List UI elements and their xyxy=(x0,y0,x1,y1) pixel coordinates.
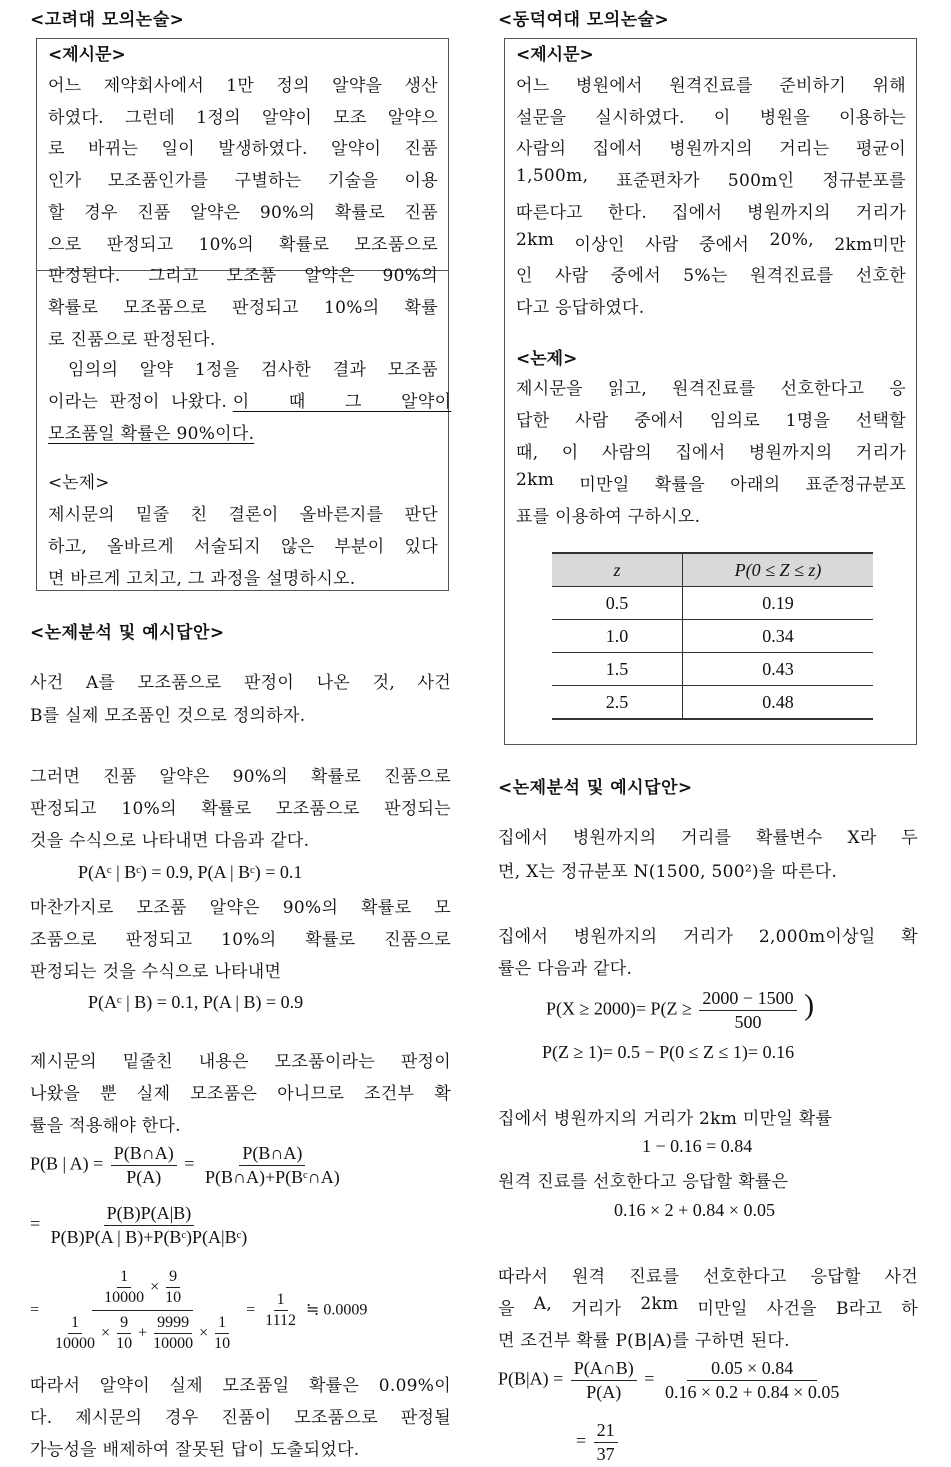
text-line: 답한 사람 중에서 임의로 1명을 선택할 xyxy=(516,411,906,431)
korea-eq-bayes-1: P(B | A) = $\frac{P(B\cap A)}{P(A)}$ = $\frac{P(B\cap A)}{\text{P(B∩A)+P(Bᶜ∩A)}}$ xyxy=(30,1143,340,1187)
text-line: 하였다. 그런데 1정의 알약이 모조 알약으 xyxy=(48,107,438,128)
text-line: 인 사람 중에서 5%는 원격진료를 선호한 xyxy=(516,266,906,287)
text-line: 면 조건부 확률 P(B|A)를 구하면 된다. xyxy=(498,1331,790,1351)
dongduk-p4-line: 원격 진료를 선호한다고 응답할 확률은 xyxy=(498,1172,789,1192)
text-line: 사람의 집에서 병원까지의 거리는 평균이 xyxy=(516,139,906,160)
dongduk-eq-tail-prob: P(Z ≥ 1)= 0.5 − P(0 ≤ Z ≤ 1)= 0.16 xyxy=(542,1042,795,1062)
text-line: 제시문의 밑줄친 내용은 모조품이라는 판정이 xyxy=(30,1052,451,1072)
table-row: 0.5 0.19 xyxy=(552,587,873,620)
dongduk-eq-conditional: P(B|A) = $\frac{P(A\cap B)}{P(A)}$ = $\frac{0.05 \times 0.84}{0.16 \times 0.2 + 0.84 \times 0.05}$ xyxy=(498,1358,840,1402)
text-line: 다고 응답하였다. xyxy=(516,297,645,318)
text-line: 마찬가지로 모조품 알약은 90%의 확률로 모 xyxy=(30,898,451,918)
text-line: 인가 모조품인가를 구별하는 기술을 이용 xyxy=(48,171,438,192)
dongduk-univ-title: <동덕여대 모의논술> xyxy=(498,10,670,30)
dongduk-analysis-title: <논제분석 및 예시답안> xyxy=(498,778,693,798)
korea-univ-title: <고려대 모의논술> xyxy=(30,10,185,30)
text-line: 을 A, 거리가 2km 미만일 사건을 B라고 하 xyxy=(498,1294,918,1319)
text-line: 조품으로 판정되고 10%의 확률로 진품으로 xyxy=(30,930,451,950)
text-line: 으로 판정되고 10%의 확률로 모조품으로 xyxy=(48,234,438,255)
standard-normal-table xyxy=(552,552,873,720)
text-line: 때, 이 사람의 집에서 병원까지의 거리가 xyxy=(516,443,906,463)
text-line: 것을 수식으로 나타내면 다음과 같다. xyxy=(30,831,310,851)
korea-underlined-claim-part2: 모조품일 확률은 90%이다. xyxy=(48,424,255,444)
korea-eq-bayes-3: = $\frac{1}{10000}$ × $\frac{9}{10}$ $\frac{1}{10000}$ × $\frac{9}{10}$ + $\frac{9999}{10000}$ × $\frac{1}{10}$ = $\frac{1}{1112}$ ≒ 0.0009 xyxy=(30,1268,368,1353)
dongduk-eq-complement: 1 − 0.16 = 0.84 xyxy=(642,1136,753,1156)
dongduk-nonje-heading: <논제> xyxy=(516,349,578,369)
dongduk-p3-line: 집에서 병원까지의 거리가 2km 미만일 확률 xyxy=(498,1109,833,1129)
text-line: 로 바뀌는 일이 발생하였다. 알약이 진품 xyxy=(48,139,438,160)
korea-eq-bayes-2: = $\frac{P(B)P(A|B)}{\text{P(B)P(A | B)+P(Bᶜ)P(A|Bᶜ)}}$ xyxy=(30,1203,248,1247)
korea-nonje-heading: <논제> xyxy=(48,473,110,493)
dongduk-eq-result: = $\frac{21}{37}$ xyxy=(576,1420,621,1464)
text-line: 2km 미만일 확률을 아래의 표준정규분포 xyxy=(516,470,906,495)
text-line: 률을 적용해야 한다. xyxy=(30,1116,181,1136)
text-line: 설문을 실시하였다. 이 병원을 이용하는 xyxy=(516,107,906,128)
table-header-z: z xyxy=(552,553,683,587)
korea-eq-fake: P(Aᶜ | B) = 0.1, P(A | B) = 0.9 xyxy=(88,992,304,1012)
table-header-row xyxy=(552,553,873,587)
text-line: 다. 제시문의 경우 진품이 모조품으로 판정될 xyxy=(30,1408,451,1428)
text-line: 따라서 원격 진료를 선호한다고 응답할 사건 xyxy=(498,1267,918,1287)
text-line: 면, X는 정규분포 N(1500, 500²)을 따른다. xyxy=(498,862,838,882)
text-line: 나왔을 뿐 실제 모조품은 아니므로 조건부 확 xyxy=(30,1084,451,1104)
text-line: 면 바르게 고치고, 그 과정을 설명하시오. xyxy=(48,569,356,589)
korea-analysis-title: <논제분석 및 예시답안> xyxy=(30,623,225,643)
text-line: 제시문을 읽고, 원격진료를 선호한다고 응 xyxy=(516,379,906,399)
korea-para2-line1: 임의의 알약 1정을 검사한 결과 모조품 xyxy=(68,360,438,380)
text-line: 집에서 병원까지의 거리가 2,000m이상일 확 xyxy=(498,927,918,947)
table-header-prob: P(0 ≤ Z ≤ z) xyxy=(683,553,874,587)
table-row: 1.5 0.43 xyxy=(552,653,873,686)
table-row: 2.5 0.48 xyxy=(552,686,873,720)
text-line: 1,500m, 표준편차가 500m인 정규분포를 xyxy=(516,166,906,192)
text-line: 제시문의 밑줄 친 결론이 올바른지를 판단 xyxy=(48,505,438,525)
text-line: 집에서 병원까지의 거리를 확률변수 X라 두 xyxy=(498,828,918,848)
dongduk-eq-total-prob: 0.16 × 2 + 0.84 × 0.05 xyxy=(614,1200,775,1220)
table-row: 1.0 0.34 xyxy=(552,620,873,653)
text-line: 확률로 모조품으로 판정되고 10%의 확률 xyxy=(48,297,438,318)
text-line: 할 경우 진품 알약은 90%의 확률로 진품 xyxy=(48,202,438,223)
text-line: 표를 이용하여 구하시오. xyxy=(516,507,701,527)
korea-underlined-claim-part1: 이 때 그 알약이 xyxy=(232,392,452,412)
korea-para2-line2 xyxy=(48,387,452,412)
text-line: 판정되고 10%의 확률로 모조품으로 판정되는 xyxy=(30,799,451,819)
text-line: 어느 제약회사에서 1만 정의 알약을 생산 xyxy=(48,76,438,96)
text-line: 그러면 진품 알약은 90%의 확률로 진품으로 xyxy=(30,767,451,787)
text-line: 판정되는 것을 수식으로 나타내면 xyxy=(30,962,282,982)
text-line: 2km 이상인 사람 중에서 20%, 2km미만 xyxy=(516,229,906,255)
text-line: B를 실제 모조품인 것으로 정의하자. xyxy=(30,706,306,726)
text-line: 률은 다음과 같다. xyxy=(498,959,633,979)
korea-eq-genuine: P(Aᶜ | Bᶜ) = 0.9, P(A | Bᶜ) = 0.1 xyxy=(78,862,303,882)
text-line: 가능성을 배제하여 잘못된 답이 도출되었다. xyxy=(30,1440,360,1460)
text-line: 하고, 올바르게 서술되지 않은 부분이 있다 xyxy=(48,537,438,557)
korea-jesimun-heading: <제시문> xyxy=(48,45,126,65)
text-line: 사건 A를 모조품으로 판정이 나온 것, 사건 xyxy=(30,673,451,693)
text-line: 따른다고 한다. 집에서 병원까지의 거리가 xyxy=(516,202,906,223)
dongduk-eq-standardize: P(X ≥ 2000)= P(Z ≥ $\frac{2000 - 1500}{500}$ ) xyxy=(546,988,815,1032)
text-line: 따라서 알약이 실제 모조품일 확률은 0.09%이 xyxy=(30,1376,451,1396)
korea-para2-plain: 이라는 판정이 나왔다. xyxy=(48,392,233,412)
dongduk-jesimun-heading: <제시문> xyxy=(516,45,594,65)
text-line: 어느 병원에서 원격진료를 준비하기 위해 xyxy=(516,76,906,96)
text-line: 로 진품으로 판정된다. xyxy=(48,329,216,350)
text-line: 판정된다. 그리고 모조품 알약은 90%의 xyxy=(48,266,438,287)
